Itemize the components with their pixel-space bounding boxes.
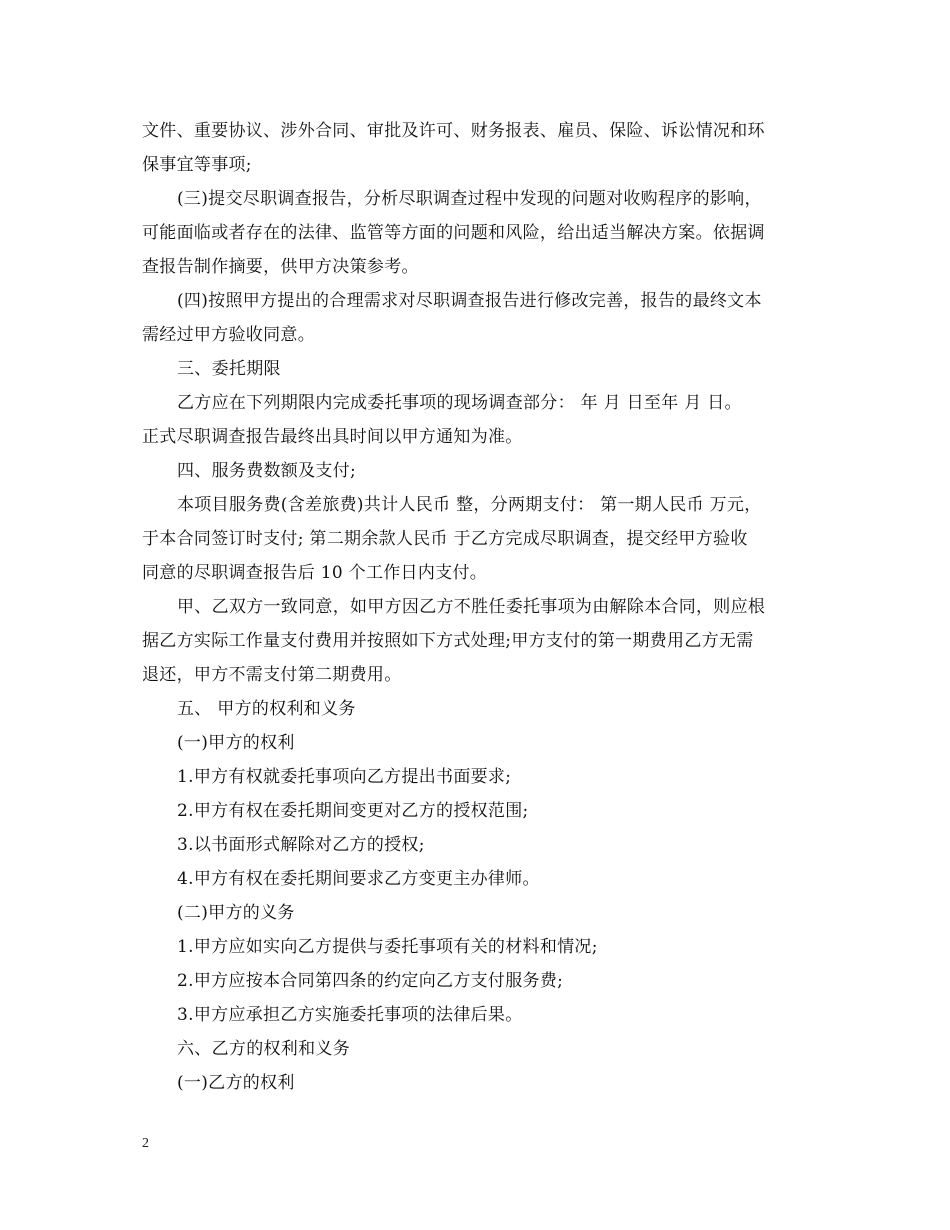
body-line: 本项目服务费(含差旅费)共计人民币 整，分两期支付： 第一期人民币 万元， xyxy=(177,495,762,515)
list-item: 3.甲方应承担乙方实施委托事项的法律后果。 xyxy=(177,1005,523,1025)
section-heading: 四、服务费数额及支付; xyxy=(177,461,357,481)
body-line: 需经过甲方验收同意。 xyxy=(142,325,315,345)
body-line: 退还，甲方不需支付第二期费用。 xyxy=(142,665,402,685)
subsection-heading: (二)甲方的义务 xyxy=(177,903,295,923)
body-line: 乙方应在下列期限内完成委托事项的现场调查部分： 年 月 日至年 月 日。 xyxy=(177,393,742,413)
body-line: (三)提交尽职调查报告，分析尽职调查过程中发现的问题对收购程序的影响， xyxy=(177,189,762,209)
section-heading: 三、委托期限 xyxy=(177,359,281,379)
section-heading: 六、乙方的权利和义务 xyxy=(177,1039,350,1059)
page-number: 2 xyxy=(142,1136,149,1151)
list-item: 3.以书面形式解除对乙方的授权; xyxy=(177,835,425,855)
subsection-heading: (一)甲方的权利 xyxy=(177,733,295,753)
body-line: 查报告制作摘要，供甲方决策参考。 xyxy=(142,257,419,277)
body-line: 同意的尽职调查报告后 10 个工作日内支付。 xyxy=(142,563,488,583)
list-item: 4.甲方有权在委托期间要求乙方变更主办律师。 xyxy=(177,869,540,889)
list-item: 2.甲方有权在委托期间变更对乙方的授权范围; xyxy=(177,801,529,821)
section-heading: 五、 甲方的权利和义务 xyxy=(177,699,356,719)
list-item: 2.甲方应按本合同第四条的约定向乙方支付服务费; xyxy=(177,971,564,991)
body-line: 甲、乙双方一致同意，如甲方因乙方不胜任委托事项为由解除本合同，则应根 xyxy=(177,597,766,617)
body-line: 正式尽职调查报告最终出具时间以甲方通知为准。 xyxy=(142,427,523,447)
body-line: 据乙方实际工作量支付费用并按照如下方式处理;甲方支付的第一期费用乙方无需 xyxy=(142,631,754,651)
subsection-heading: (一)乙方的权利 xyxy=(177,1073,295,1093)
body-line: 于本合同签订时支付; 第二期余款人民币 于乙方完成尽职调查，提交经甲方验收 xyxy=(142,529,748,549)
list-item: 1.甲方应如实向乙方提供与委托事项有关的材料和情况; xyxy=(177,937,598,957)
body-line: 保事宜等事项; xyxy=(142,155,252,175)
body-line: (四)按照甲方提出的合理需求对尽职调查报告进行修改完善，报告的最终文本 xyxy=(177,291,762,311)
body-line: 可能面临或者存在的法律、监管等方面的问题和风险，给出适当解决方案。依据调 xyxy=(142,223,765,243)
body-line: 文件、重要协议、涉外合同、审批及许可、财务报表、雇员、保险、诉讼情况和环 xyxy=(142,121,765,141)
list-item: 1.甲方有权就委托事项向乙方提出书面要求; xyxy=(177,767,512,787)
